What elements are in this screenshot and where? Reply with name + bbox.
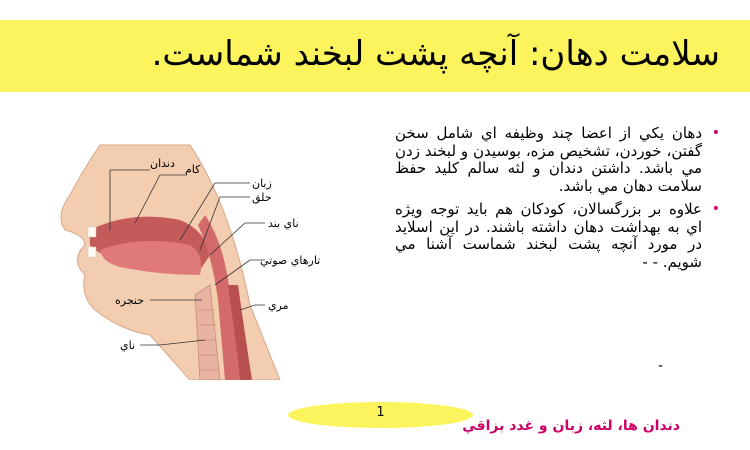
page-number-oval — [288, 402, 473, 428]
bullet-item — [395, 125, 720, 195]
label-larynx: حنجره — [115, 294, 145, 307]
page-number: 1 — [376, 405, 385, 420]
label-esophagus: مري — [268, 299, 289, 312]
mouth-anatomy-illustration — [40, 135, 370, 380]
trailing-dash: - — [658, 358, 664, 374]
bullet-list — [395, 125, 720, 277]
bullet-text: دهان يكي از اعضا چند وظيفه اي شامل سخن گفتن، خوردن، تشخيص مزه، بوسيدن و لبخند زدن مي باشد. داشتن دندان و لثه سالم كليد حفظ سلامت دهان مي باشد. — [395, 124, 702, 195]
title-bar — [0, 20, 750, 92]
label-teeth: دندان — [150, 157, 175, 170]
slide-title: سلامت دهان: آنچه پشت لبخند شماست. — [151, 34, 720, 74]
bullet-marker-icon: • — [711, 201, 720, 217]
label-vocal-cords: تارهاي صوتي — [260, 254, 321, 267]
bullet-item — [395, 201, 720, 271]
label-tongue: زبان — [252, 177, 272, 190]
footer-caption: دندان ها، لثه، زبان و غدد بزاقي — [462, 418, 680, 434]
label-uvula: ناي بند — [268, 217, 299, 230]
label-throat: حلق — [252, 191, 272, 204]
label-trachea: ناي — [120, 339, 136, 352]
bullet-text: علاوه بر بزرگسالان، كودكان هم بايد توجه ويژه اي به بهداشت دهان داشته باشند. در اين اسلايد در مورد آنچه پشت لبخند شماست آشنا مي شويم. - - — [395, 200, 702, 271]
label-palate: كام — [185, 163, 201, 176]
bullet-marker-icon: • — [711, 125, 720, 141]
